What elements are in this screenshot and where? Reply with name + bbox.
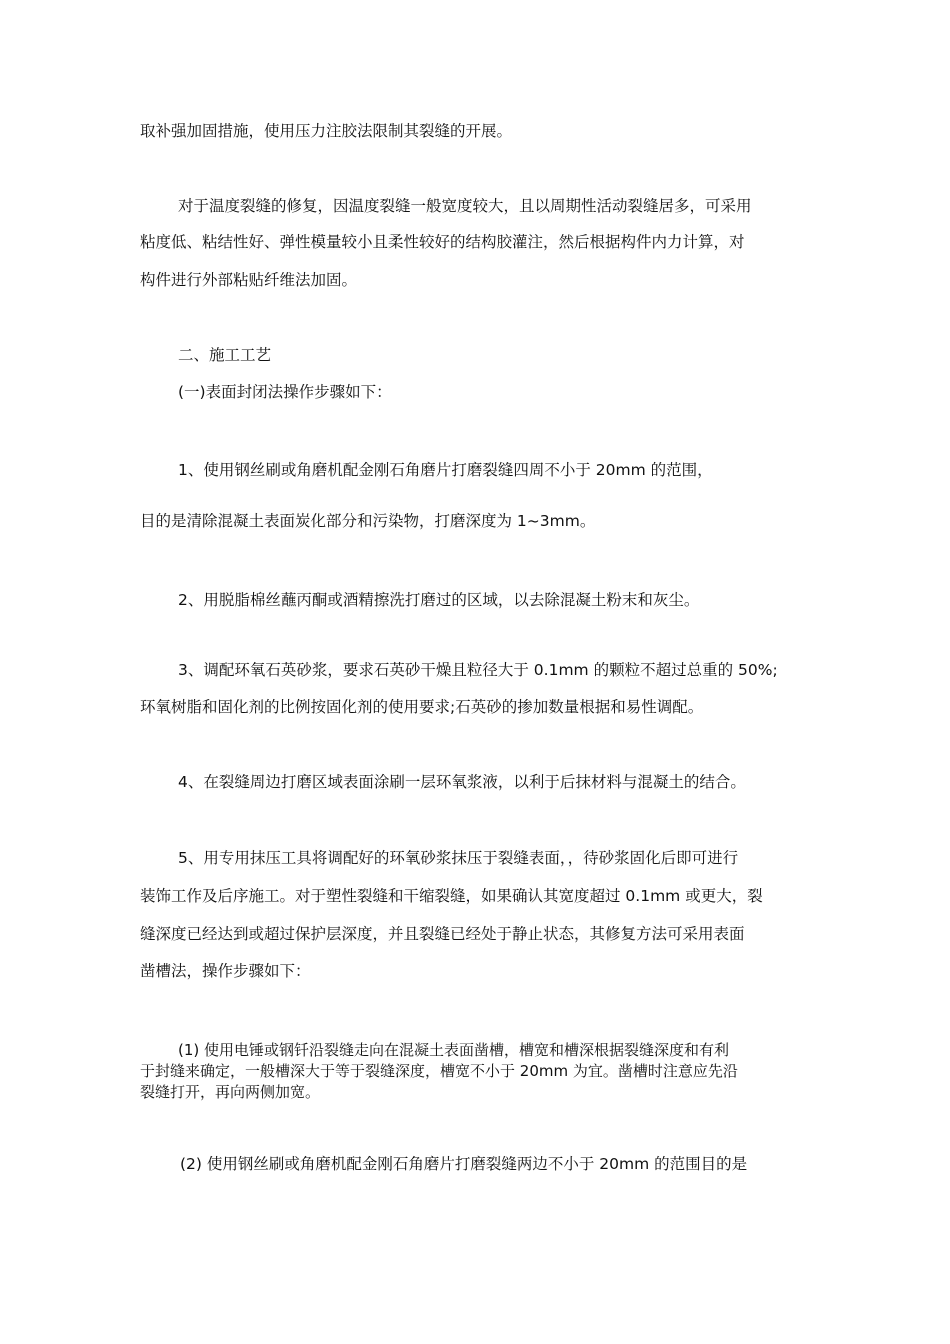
text-line: 对于温度裂缝的修复，因温度裂缝一般宽度较大，且以周期性活动裂缝居多，可采用 <box>178 197 752 215</box>
text-line: 粘度低、粘结性好、弹性模量较小且柔性较好的结构胶灌注，然后根据构件内力计算，对 <box>140 233 745 251</box>
text-line: 取补强加固措施，使用压力注胶法限制其裂缝的开展。 <box>140 122 513 140</box>
text-line: (2) 使用钢丝刷或角磨机配金刚石角磨片打磨裂缝两边不小于 20mm 的范围目的是 <box>180 1155 748 1173</box>
text-line: 构件进行外部粘贴纤维法加固。 <box>140 271 358 289</box>
text-line: 裂缝打开，再向两侧加宽。 <box>140 1083 321 1101</box>
text-line: 于封缝来确定，一般槽深大于等于裂缝深度，槽宽不小于 20mm 为宜。凿槽时注意应先沿 <box>140 1062 738 1080</box>
text-line: 目的是清除混凝土表面炭化部分和污染物，打磨深度为 1~3mm。 <box>140 512 596 530</box>
text-line: (1) 使用电锤或钢钎沿裂缝走向在混凝土表面凿槽，槽宽和槽深根据裂缝深度和有利 <box>178 1041 730 1059</box>
subsection-heading: (一)表面封闭法操作步骤如下： <box>178 383 392 401</box>
text-line: 3、调配环氧石英砂浆，要求石英砂干燥且粒径大于 0.1mm 的颗粒不超过总重的 50%; <box>178 661 778 679</box>
text-line: 环氧树脂和固化剂的比例按固化剂的使用要求;石英砂的掺加数量根据和易性调配。 <box>140 698 704 716</box>
text-line: 5、用专用抹压工具将调配好的环氧砂浆抹压于裂缝表面，，待砂浆固化后即可进行 <box>178 849 739 867</box>
text-line: 缝深度已经达到或超过保护层深度，并且裂缝已经处于静止状态，其修复方法可采用表面 <box>140 925 745 943</box>
section-heading: 二、施工工艺 <box>178 346 272 364</box>
text-line: 2、用脱脂棉丝蘸丙酮或酒精擦洗打磨过的区域，以去除混凝土粉末和灰尘。 <box>178 591 700 609</box>
text-line: 装饰工作及后序施工。对于塑性裂缝和干缩裂缝，如果确认其宽度超过 0.1mm 或更大，裂 <box>140 887 763 905</box>
text-line: 1、使用钢丝刷或角磨机配金刚石角磨片打磨裂缝四周不小于 20mm 的范围， <box>178 461 713 479</box>
text-line: 凿槽法，操作步骤如下： <box>140 962 311 980</box>
text-line: 4、在裂缝周边打磨区域表面涂刷一层环氧浆液，以利于后抹材料与混凝土的结合。 <box>178 773 746 791</box>
